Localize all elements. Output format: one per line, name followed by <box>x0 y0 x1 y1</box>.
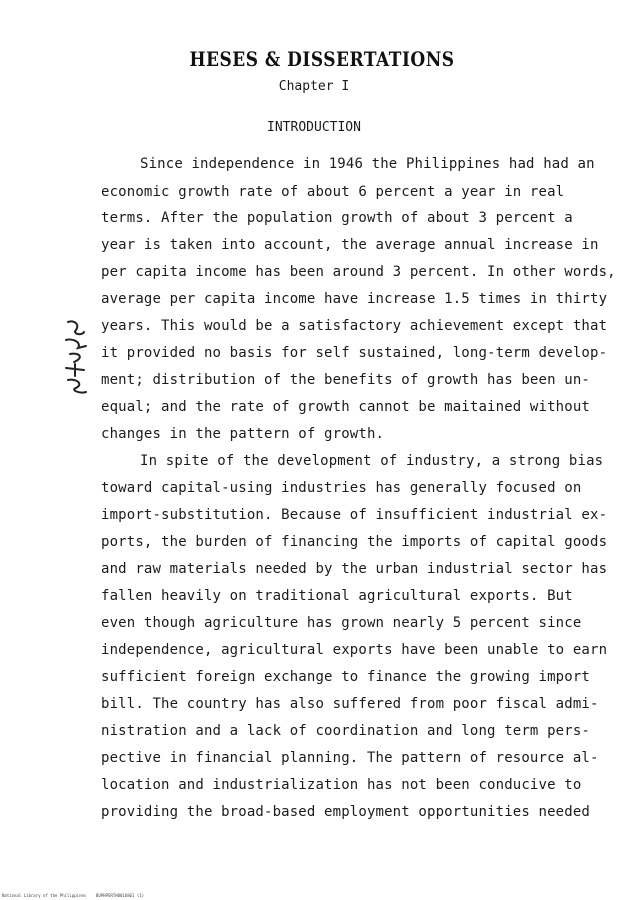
paragraph-line: location and industrialization has not been conducive to <box>101 777 582 793</box>
paragraph-line: Since independence in 1946 the Philippines had had an <box>140 156 595 172</box>
paragraph-line: year is taken into account, the average annual increase in <box>101 237 599 253</box>
paragraph-line: equal; and the rate of growth cannot be maitained without <box>101 399 590 415</box>
paragraph-line: years. This would be a satisfactory achievement except that <box>101 318 608 334</box>
paragraph-line: sufficient foreign exchange to finance the growing import <box>101 669 590 685</box>
paragraph-line: ports, the burden of financing the imports of capital goods <box>101 534 608 550</box>
paragraph-line: changes in the pattern of growth. <box>101 426 385 442</box>
section-title: INTRODUCTION <box>267 120 361 135</box>
chapter-label: Chapter I <box>278 79 350 94</box>
paragraph-line: independence, agricultural exports have been unable to earn <box>101 642 608 658</box>
paragraph-line: economic growth rate of about 6 percent a year in real <box>101 184 565 200</box>
paragraph-line: ment; distribution of the benefits of growth has been un- <box>101 372 590 388</box>
paragraph-line: import-substitution. Because of insufficient industrial ex- <box>101 507 608 523</box>
paragraph-line: toward capital-using industries has generally focused on <box>101 480 582 496</box>
paragraph-line: terms. After the population growth of about 3 percent a <box>101 210 573 226</box>
footer-note: National Library of the Philippines BUPHPERTH0016861 (1) <box>2 893 145 898</box>
paragraph-line: In spite of the development of industry, a strong bias <box>140 453 604 469</box>
paragraph-line: and raw materials needed by the urban industrial sector has <box>101 561 608 577</box>
paragraph-line: per capita income has been around 3 percent. In other words, <box>101 264 616 280</box>
paragraph-line: it provided no basis for self sustained, long-term develop- <box>101 345 608 361</box>
paragraph-line: average per capita income have increase 1.5 times in thirty <box>101 291 608 307</box>
paragraph-line: bill. The country has also suffered from poor fiscal admi- <box>101 696 599 712</box>
paragraph-line: fallen heavily on traditional agricultural exports. But <box>101 588 573 604</box>
paragraph-line: even though agriculture has grown nearly 5 percent since <box>101 615 582 631</box>
theses-dissertations-stamp: HESES & DISSERTATIONS <box>189 48 455 72</box>
paragraph-line: pective in financial planning. The pattern of resource al- <box>101 750 599 766</box>
paragraph-line: providing the broad-based employment opportunities needed <box>101 804 590 820</box>
handwritten-annotation <box>60 318 92 398</box>
paragraph-line: nistration and a lack of coordination and long term pers- <box>101 723 590 739</box>
